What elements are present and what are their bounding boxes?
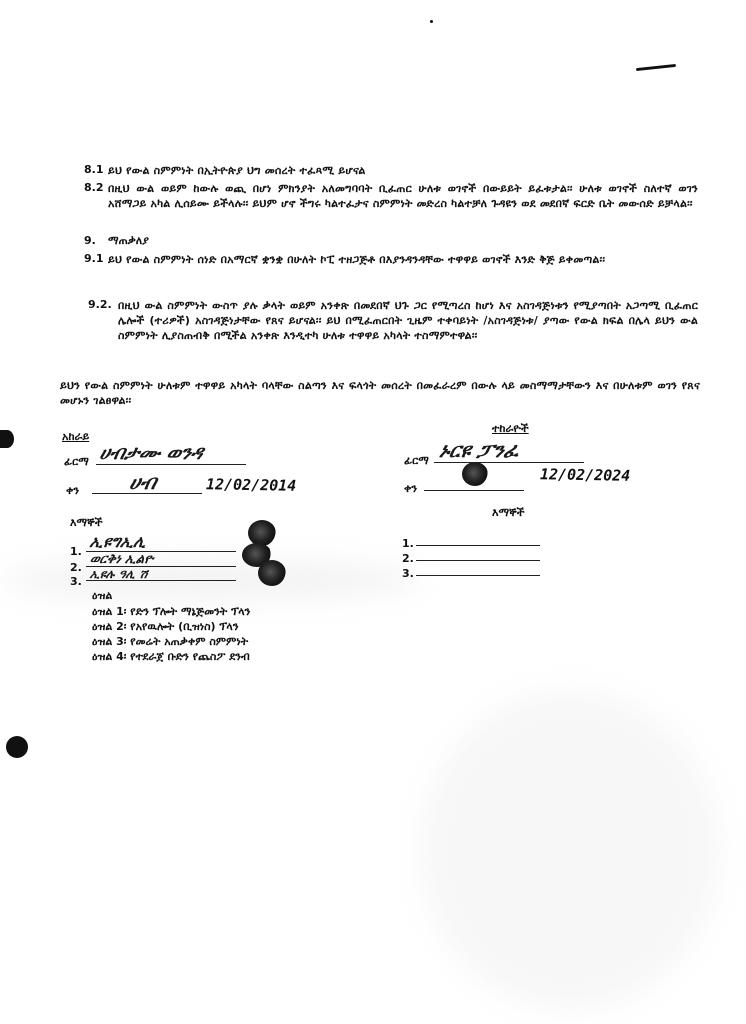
lessor-sign-line <box>96 464 246 465</box>
scan-smudge <box>420 690 720 1010</box>
witness-number: 3. <box>70 575 82 588</box>
attachment-item: ዕዝል 1፡ የድን ፕሎት ማኔጅመንት ፕላን <box>92 605 251 618</box>
witness-number: 2. <box>70 561 82 574</box>
fingerprint-stamp <box>258 560 286 586</box>
attachment-item: ዕዝል 4፡ የተደራጀ ቡድን የጨስፖ ደንብ <box>92 650 250 663</box>
witness-signature: ወርቅነ ኢልዮ <box>88 552 155 567</box>
clause-9-2: በዚህ ውል ስምምነት ውስጥ ያሉ ቃላት ወይም አንቀጽ በመደበኛ ህጉ ጋር የሚጣረስ ከሆነ እና አስገዳጅነቱን የሚያጣበት አጋጣሚ ቢፈጠር ሌሎች (ተሪዎች) አስገዳጅነታቸው የጸና ይሆናል፡፡ ይህ በሚፈጠርበት ጊዜም ተቀባይነት /አስገዳጅነቱ/ ያጣው የውል ክፍል በሌላ ይህን ውል ስምምነት ሊያስጠብቅ በሚችል አንቀጽ እንዲተካ ሁለቱ ተዋዋይ አካላት ተስማምተዋል፡፡ <box>118 299 698 342</box>
witness-signature: ኢዩሉ ዓሊ ሽ <box>88 567 149 581</box>
lessor-date: 12/02/2014 <box>205 475 297 495</box>
lessor-signature: ሀብታሙ ወንዳ <box>97 442 206 464</box>
witness-line <box>416 545 540 546</box>
lessor-witnesses-title: እማኞች <box>70 516 103 529</box>
attachment-item: ዕዝል 3፡ የመሬት አጠቃቀም ስምምነት <box>92 635 249 648</box>
lessor-date-label: ቀን <box>66 484 80 497</box>
punch-hole-mark <box>0 430 14 448</box>
clause-8-1: ይህ የውል ስምምነት በኢትዮጵያ ህግ መሰረት ተፈጻሚ ይሆናል <box>108 164 366 177</box>
witness-number: 3. <box>402 567 414 580</box>
clause-number-8-2: 8.2 <box>84 181 104 194</box>
lessor-title: አከራይ <box>62 430 90 443</box>
fingerprint-stamp <box>462 462 488 486</box>
witness-number: 1. <box>402 537 414 550</box>
scan-speck <box>636 64 676 71</box>
witness-signature: ኢዩግኢሊ <box>88 532 149 551</box>
scan-speck <box>430 20 433 23</box>
witness-line <box>416 560 540 561</box>
closing-statement: ይህን የውል ስምምነት ሁለቱም ተዋዋይ አካላት ባላቸው ስልጣን እና ፍላጎት መሰረት በመፈራረም በውሉ ላይ መስማማታቸውን እና በሁለቱም ወገን የጸና መሆኑን ገልፀዋል፡፡ <box>60 379 700 407</box>
clause-number-9-1: 9.1 <box>84 252 104 265</box>
clause-number-8-1: 8.1 <box>84 163 104 176</box>
witness-line <box>416 575 540 576</box>
lessee-title: ተከራዮች <box>492 422 529 435</box>
lessee-witnesses-title: እማኞች <box>492 506 525 519</box>
clause-8-2: በዚህ ውል ወይም ከውሉ ወጪ በሆነ ምክንያት አለመግባባት ቢፈጠር ሁለቱ ወገኖች በውይይት ይፈቱታል፡፡ ሁለቱ ወገኖች ስለተኛ ወገን አሸማጋይ አካል ሊሰይሙ ይችላሉ፡፡ ይህም ሆኖ ችግሩ ካልተፈታና ስምምነት መድረስ ካልተቻለ ጉዳዩን ወደ መደበኛ ፍርድ ቤት መውሰድ ይቻላል፡፡ <box>108 182 698 210</box>
lessee-signature: ኑርዩ ፓንፈ <box>437 438 522 462</box>
attachment-item: ዕዝል 2፡ የአየዉሎት (ቢዝነስ) ፕላን <box>92 620 239 633</box>
witness-number: 2. <box>402 552 414 565</box>
witness-number: 1. <box>70 545 82 558</box>
lessee-date-line <box>424 490 524 491</box>
lessee-date: 12/02/2024 <box>539 465 631 485</box>
attachments-title: ዕዝል <box>92 589 113 602</box>
lessor-initial-signature: ሀብ <box>127 470 159 494</box>
lessee-sign-label: ፊርማ <box>404 454 429 467</box>
lessee-date-label: ቀን <box>404 482 418 495</box>
section-heading-conclusion: ማጠቃለያ <box>108 234 149 247</box>
fingerprint-stamp <box>248 520 276 546</box>
lessor-sign-label: ፊርማ <box>64 455 89 468</box>
clause-number-9-2: 9.2. <box>88 298 112 311</box>
lessee-sign-line <box>434 462 584 463</box>
clause-9-1: ይህ የውል ስምምነት ሰነድ በአማርኛ ቋንቋ በሁለት ኮፒ ተዘጋጅቶ በእያንዳንዳቸው ተዋዋይ ወገኖች እንድ ቅጅ ይቀመጣል፡፡ <box>108 253 606 266</box>
section-number-9: 9. <box>84 234 96 247</box>
punch-hole-mark <box>6 736 28 758</box>
